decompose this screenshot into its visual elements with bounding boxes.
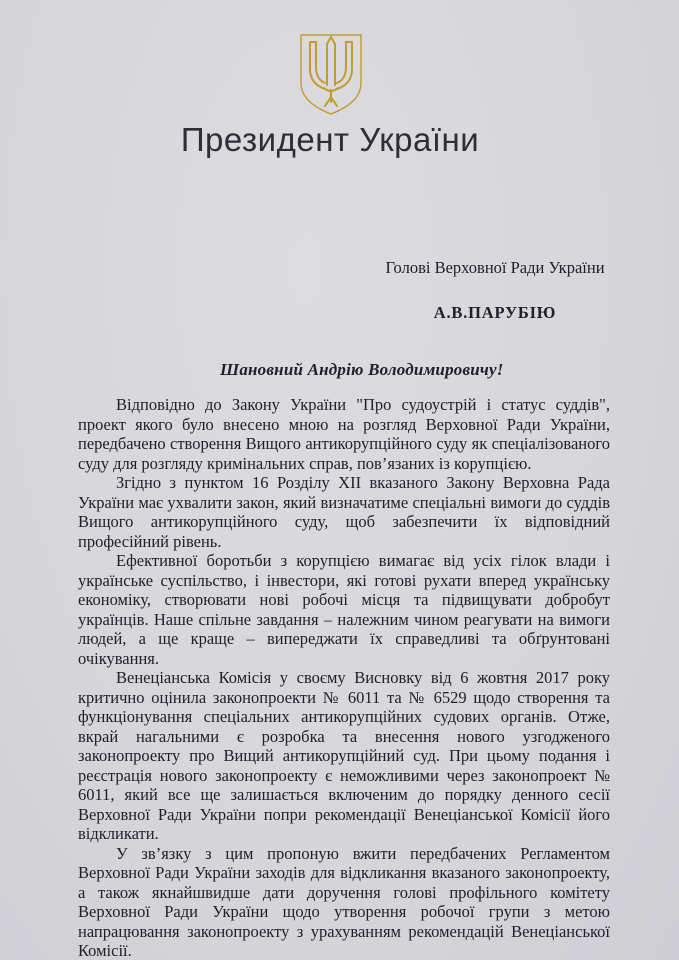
recipient-role: Голові Верховної Ради України: [385, 258, 605, 277]
recipient-name: А.В.ПАРУБІЮ: [433, 303, 557, 322]
body-paragraph: Відповідно до Закону України "Про судоустрій і статус суддів", проект якого було внесено мною на розгляд Верховної Ради України, передбачено створення Вищого антикорупційного суду як спеціалізованого суду для розгляду кримінальних справ, пов’язаних із корупцією.: [78, 395, 610, 473]
letterhead-title: Президент України: [180, 121, 480, 158]
salutation: Шановний Андрію Володимировичу!: [220, 360, 504, 379]
letter-body: [78, 395, 610, 960]
recipient-block: [378, 258, 612, 323]
ukraine-trident-icon: [296, 33, 366, 117]
body-paragraph: Венеціанська Комісія у своєму Висновку від 6 жовтня 2017 року критично оцінила законопроекти № 6011 та № 6529 щодо створення та функціонування спеціальних антикорупційних судових органів. Отже, вкрай нагальними є розробка та внесення нового узгодженого законопроекту про Вищий антикорупційний суд. При цьому подання і реєстрація нового законопроекту є неможливими через законопроект № 6011, який все ще залишається включеним до порядку денного сесії Верховної Ради України попри рекомендації Венеціанської Комісії його відкликати.: [78, 668, 610, 843]
body-paragraph: У зв’язку з цим пропоную вжити передбачених Регламентом Верховної Ради України заходів для відкликання вказаного законопроекту, а також якнайшвидше дати доручення голові профільного комітету Верховної Ради України щодо утворення робочої групи з метою напрацювання законопроекту з урахуванням рекомендацій Венеціанської Комісії.: [78, 843, 610, 960]
body-paragraph: Згідно з пунктом 16 Розділу XII вказаного Закону Верховна Рада України має ухвалити закон, який визначатиме спеціальні вимоги до суддів Вищого антикорупційного суду, щоб забезпечити їх відповідний професійний рівень.: [78, 473, 610, 551]
body-paragraph: Ефективної боротьби з корупцією вимагає від усіх гілок влади і українське суспільство, і інвестори, які готові рухати вперед українську економіку, створювати нові робочі місця та підвищувати добробут українців. Наше спільне завдання – належним чином реагувати на вимоги людей, а ще краще – випереджати їх справедливі та обґрунтовані очікування.: [78, 551, 610, 668]
